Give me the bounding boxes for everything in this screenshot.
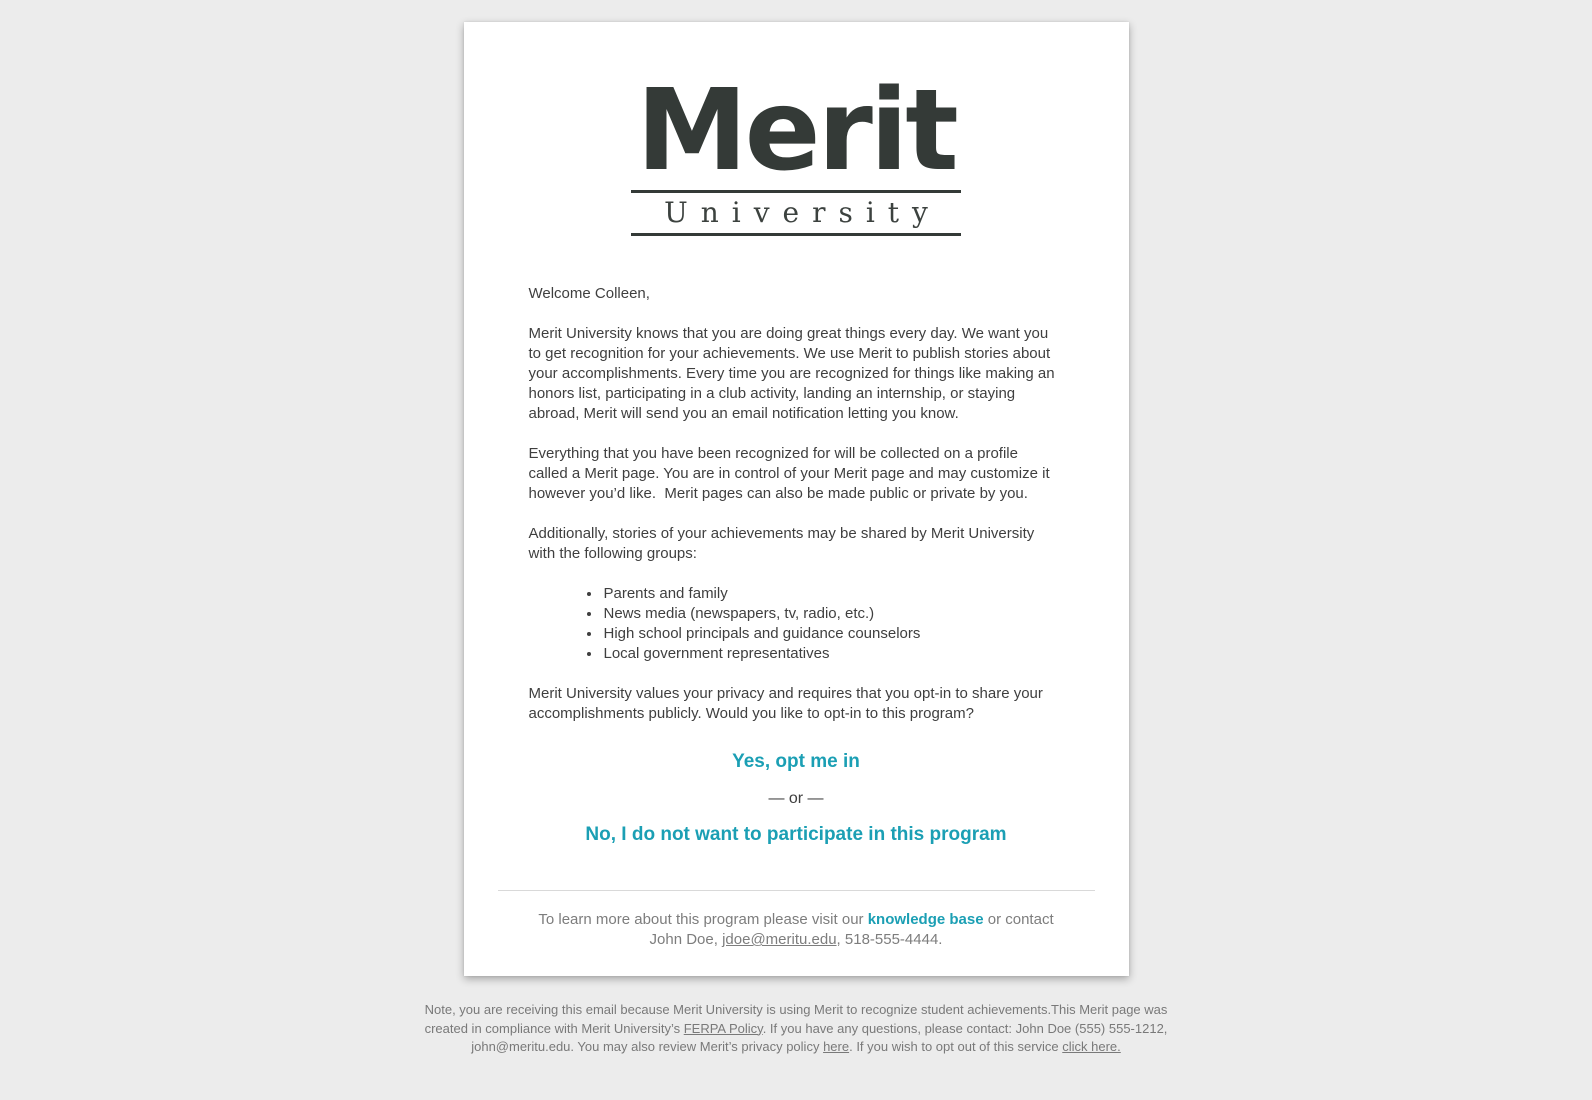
page-footer-line3 [411,1038,1181,1057]
logo-wordmark: Merit [636,66,956,196]
logo-subtitle: University [664,196,941,230]
divider [498,890,1095,891]
list-item-parents: • Parents and family [602,584,1064,604]
opt-out-row [529,823,1064,847]
share-groups-paragraph: Additionally, stories of your achievements may be shared by Merit University with the following groups: [528,525,1035,563]
page-footer-text: created in compliance with Merit University’s [424,1020,684,1036]
card-footer-text: , 518-555-4444. [836,931,943,949]
page-footer-line1: Note, you are receiving this email because Merit University is using Merit to recognize student achievements.This Merit page was [424,1002,1168,1018]
card-footer-line2 [529,930,1064,950]
privacy-policy-here-link[interactable]: here [823,1039,850,1055]
opt-in-link[interactable]: Yes, opt me in [732,751,860,773]
page-footer [411,1001,1181,1081]
opt-in-choice-block [529,750,1064,847]
knowledge-base-link[interactable]: knowledge base [867,911,984,929]
card-footer-text: John Doe, [649,931,723,949]
list-item-news-media: • News media (newspapers, tv, radio, etc.) [602,604,1064,624]
intro-paragraph: Merit University knows that you are doing great things every day. We want you to get recognition for your achievements. We use Merit to publish stories about your accomplishments. Every time you are recognized for things like making an honors list, participating in a club activity, landing an internship, or staying abroad, Merit will send you an email notification letting you know. [528,325,1055,423]
share-groups-list [529,584,1064,664]
page-footer-text: . If you wish to opt out of this service [849,1039,1063,1055]
merit-page-paragraph: Everything that you have been recognized for will be collected on a profile called a Merit page. You are in control of your Merit page and may customize it however you’d like. Merit pages can also be made public or private by you. [528,445,1050,503]
greeting: Welcome Colleen, [528,285,650,303]
page-footer-text: . If you have any questions, please contact: John Doe (555) 555-1212, [762,1020,1168,1036]
card-footer-text: To learn more about this program please visit our [538,911,868,929]
contact-email-link[interactable]: jdoe@meritu.edu [722,931,837,949]
ferpa-policy-link[interactable]: FERPA Policy [683,1020,763,1036]
page-footer-text: john@meritu.edu. You may also review Merit’s privacy policy [471,1039,824,1055]
email-card [464,22,1129,976]
email-body [529,284,1064,724]
or-separator: — or — [768,790,824,808]
list-item-principals: • High school principals and guidance counselors [602,624,1064,644]
opt-out-click-here-link[interactable]: click here. [1062,1039,1121,1055]
merit-university-logo [631,66,961,236]
privacy-paragraph: Merit University values your privacy and requires that you opt-in to share your accomplishments publicly. Would you like to opt-in to this program? [528,685,1043,723]
card-footer-text: or contact [983,911,1054,929]
page-footer-line2 [411,1020,1181,1039]
opt-in-row [529,750,1064,774]
logo-rule-bottom [631,233,961,236]
opt-out-link[interactable]: No, I do not want to participate in this program [585,824,1007,846]
list-item-government: • Local government representatives [602,644,1064,664]
card-footer [529,910,1064,956]
card-footer-line1 [529,910,1064,930]
